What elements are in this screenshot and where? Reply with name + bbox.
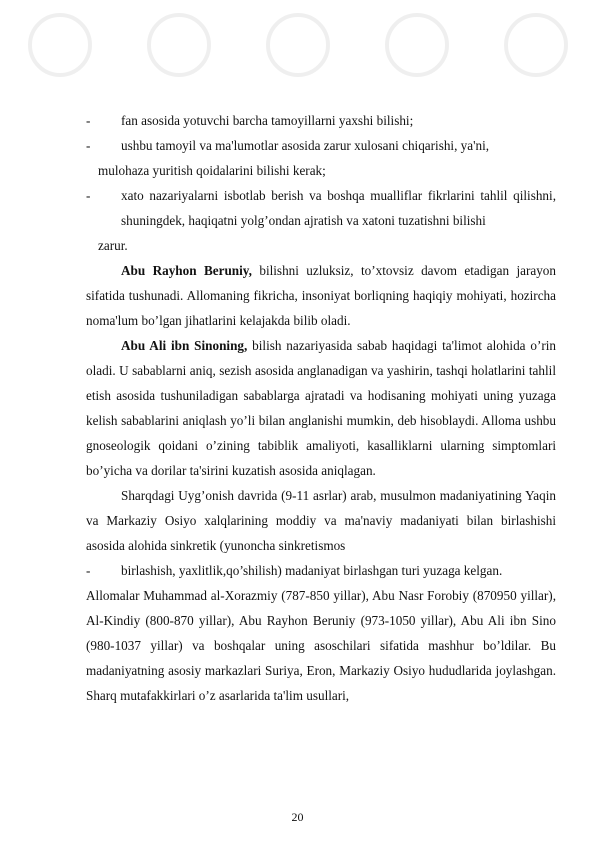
list-item	[86, 183, 556, 233]
list-item	[86, 558, 556, 583]
paragraph-beruniy	[86, 258, 556, 333]
list-item-text: birlashish, yaxlitlik,qo’shilish) madaniyat birlashgan turi yuzaga kelgan.	[121, 563, 503, 578]
watermark-logo-icon	[501, 10, 571, 80]
watermark-logo-icon	[25, 10, 95, 80]
list-dash: -	[86, 188, 91, 203]
watermark-logo-icon	[263, 10, 333, 80]
watermark-logo-icon	[144, 10, 214, 80]
document-body	[86, 108, 556, 708]
list-item-text: fan asosida yotuvchi barcha tamoyillarni yaxshi bilishi;	[121, 113, 414, 128]
paragraph-ibn-sino	[86, 333, 556, 483]
list-item-text: xato nazariyalarni isbotlab berish va boshqa mualliflar fikrlarini tahlil qilishni, shuningdek, haqiqatni yolg’ondan ajratish va xatoni tuzatishni bilishi	[121, 188, 556, 228]
list-dash: -	[86, 563, 91, 578]
list-item	[86, 108, 556, 133]
paragraph-text: bilishni uzluksiz, to’xtovsiz davom etadigan jarayon sifatida tushunadi. Allomaning fikricha, insoniyat borliqning haqiqiy mohiyati, hozircha noma'lum bo’lgan jihatlarini kelajakda bilib oladi.	[86, 263, 556, 328]
page-number: 20	[291, 810, 304, 824]
list-item	[86, 133, 556, 158]
list-dash: -	[86, 138, 91, 153]
paragraph-lead: Abu Rayhon Beruniy,	[121, 263, 252, 278]
paragraph-lead: Abu Ali ibn Sinoning,	[121, 338, 248, 353]
watermark-logo-icon	[382, 10, 452, 80]
paragraph-renaissance: Sharqdagi Uyg’onish davrida (9-11 asrlar) arab, musulmon madaniyatining Yaqin va Markaziy Osiyo xalqlarining moddiy va ma'naviy madaniyati bilan birlashishi asosida alohida sinkretik (yunoncha sinkretismos	[86, 488, 556, 553]
paragraph-scholars: Allomalar Muhammad al-Xorazmiy (787-850 yillar), Abu Nasr Forobiy (870950 yillar), Al-Kindiy (800-870 yillar), Abu Rayhon Beruniy (973-1050 yillar), Abu Ali ibn Sino (980-1037 yillar) va boshqalar uning asoschilari sifatida mashhur bo’ldilar. Bu madaniyatning asosiy markazlari Suriya, Eron, Markaziy Osiyo hududlarida joylashgan. Sharq mutafakkirlari o’z asarlarida ta'lim usullari,	[86, 588, 556, 703]
watermark	[0, 0, 595, 90]
list-dash: -	[86, 113, 91, 128]
list-item-continuation: zarur.	[98, 238, 128, 253]
paragraph-text: bilish nazariyasida sabab haqidagi ta'limot alohida o’rin oladi. U sabablarni aniq, sezish asosida anglanadigan va yashirin, tashqi holatlarini tahlil etish asosida tushuniladigan sabablarga ajratadi va hodisaning mohiyati uning yuzaga kelish sabablarini aniqlash yo’li bilan anglanishi mumkin, deb hisoblaydi. Alloma ushbu gnoseologik qoidani o’zining tabiblik amaliyoti, kasalliklarni ularning simptomlari bo’yicha va dorilar ta'sirini kuzatish asosida aniqlagan.	[86, 338, 556, 478]
list-item-text: ushbu tamoyil va ma'lumotlar asosida zarur xulosani chiqarishi, ya'ni,	[121, 138, 490, 153]
list-item-continuation: mulohaza yuritish qoidalarini bilishi kerak;	[98, 163, 326, 178]
